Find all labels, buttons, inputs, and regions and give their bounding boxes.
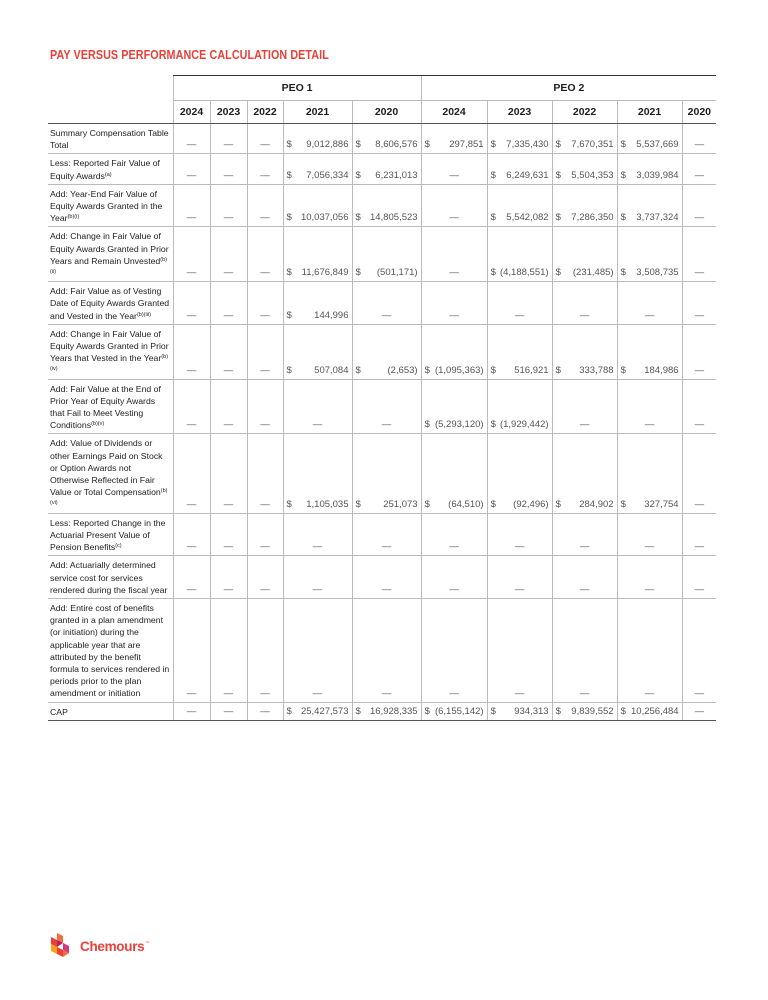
empty-cell: —: [421, 513, 487, 556]
amount: 327,754: [644, 498, 679, 510]
empty-cell: —: [173, 598, 210, 702]
currency-symbol: $: [620, 705, 626, 717]
currency-symbol: $: [355, 705, 361, 717]
empty-cell: —: [682, 124, 716, 154]
empty-cell: —: [173, 184, 210, 227]
footnote-ref: (a): [104, 171, 112, 178]
currency-symbol: $: [355, 267, 361, 279]
empty-cell: —: [210, 379, 247, 434]
table-row: [48, 324, 716, 379]
year-header: 2021: [283, 101, 352, 124]
value-cell: [552, 227, 617, 282]
amount: 25,427,573: [300, 705, 349, 717]
value-cell: [552, 184, 617, 227]
empty-cell: —: [210, 434, 247, 513]
footnote-ref: (b)(v): [91, 421, 105, 428]
value-cell: [552, 702, 617, 720]
currency-symbol: $: [286, 309, 292, 321]
empty-cell: —: [247, 184, 283, 227]
empty-cell: —: [552, 598, 617, 702]
amount: 7,670,351: [571, 139, 614, 151]
amount: (501,171): [376, 267, 418, 279]
amount: (92,496): [513, 498, 549, 510]
value-cell: [352, 434, 421, 513]
empty-cell: —: [487, 513, 552, 556]
amount: (4,188,551): [499, 267, 549, 279]
logo-wordmark: Chemours™: [80, 938, 150, 954]
currency-symbol: $: [355, 364, 361, 376]
value-cell: [617, 702, 682, 720]
empty-cell: —: [210, 556, 247, 599]
currency-symbol: $: [490, 139, 496, 151]
value-cell: [283, 702, 352, 720]
currency-symbol: $: [355, 498, 361, 510]
currency-symbol: $: [424, 364, 430, 376]
empty-cell: —: [210, 702, 247, 720]
empty-cell: —: [617, 282, 682, 325]
value-cell: [352, 184, 421, 227]
cap-total-row: [48, 702, 716, 720]
value-cell: [421, 434, 487, 513]
value-cell: [283, 154, 352, 184]
currency-symbol: $: [286, 139, 292, 151]
value-cell: [421, 324, 487, 379]
empty-cell: —: [352, 282, 421, 325]
currency-symbol: $: [286, 498, 292, 510]
empty-cell: —: [247, 598, 283, 702]
value-cell: [421, 379, 487, 434]
empty-cell: —: [210, 227, 247, 282]
value-cell: [487, 702, 552, 720]
amount: 297,851: [449, 139, 484, 151]
currency-symbol: $: [286, 364, 292, 376]
footnote-ref: (b)(ii): [50, 256, 168, 276]
table-row: [48, 282, 716, 325]
amount: (2,653): [387, 364, 418, 376]
currency-symbol: $: [555, 498, 561, 510]
currency-symbol: $: [490, 169, 496, 181]
row-label: Add: Change in Fair Value of Equity Awards Granted in Prior Years and Remain Unvested$^{(b)(ii)}$: [48, 227, 173, 282]
empty-cell: —: [682, 598, 716, 702]
value-cell: [352, 154, 421, 184]
amount: 7,335,430: [506, 139, 549, 151]
currency-symbol: $: [555, 139, 561, 151]
empty-cell: —: [421, 154, 487, 184]
value-cell: [283, 282, 352, 325]
empty-cell: —: [352, 513, 421, 556]
empty-cell: —: [210, 154, 247, 184]
amount: 934,313: [514, 705, 549, 717]
value-cell: [352, 227, 421, 282]
amount: 7,056,334: [306, 169, 349, 181]
currency-symbol: $: [424, 705, 430, 717]
empty-cell: —: [682, 324, 716, 379]
empty-cell: —: [210, 282, 247, 325]
chemours-logo-icon: [50, 932, 76, 960]
amount: 3,039,984: [636, 169, 679, 181]
currency-symbol: $: [424, 498, 430, 510]
amount: 184,986: [644, 364, 679, 376]
value-cell: [552, 154, 617, 184]
empty-cell: —: [617, 379, 682, 434]
empty-cell: —: [682, 184, 716, 227]
footnote-ref: (b)(iv): [50, 354, 168, 373]
empty-cell: —: [682, 379, 716, 434]
amount: (64,510): [448, 498, 484, 510]
value-cell: [487, 154, 552, 184]
value-cell: [617, 434, 682, 513]
currency-symbol: $: [424, 139, 430, 151]
empty-cell: —: [283, 598, 352, 702]
year-header: 2022: [247, 101, 283, 124]
value-cell: [552, 434, 617, 513]
amount: 144,996: [314, 309, 349, 321]
empty-cell: —: [173, 702, 210, 720]
empty-cell: —: [487, 598, 552, 702]
empty-cell: —: [682, 556, 716, 599]
currency-symbol: $: [286, 169, 292, 181]
currency-symbol: $: [355, 212, 361, 224]
empty-cell: —: [247, 227, 283, 282]
empty-cell: —: [247, 434, 283, 513]
empty-cell: —: [421, 598, 487, 702]
empty-cell: —: [552, 379, 617, 434]
value-cell: [421, 124, 487, 154]
amount: 10,256,484: [631, 705, 679, 717]
year-header: 2024: [173, 101, 210, 124]
empty-cell: —: [173, 556, 210, 599]
table-row: [48, 598, 716, 702]
amount: 5,542,082: [506, 212, 549, 224]
table-row: [48, 556, 716, 599]
amount: 5,504,353: [571, 169, 614, 181]
empty-cell: —: [283, 556, 352, 599]
currency-symbol: $: [490, 705, 496, 717]
empty-cell: —: [682, 513, 716, 556]
amount: 9,012,886: [306, 139, 349, 151]
amount: 284,902: [579, 498, 614, 510]
currency-symbol: $: [620, 267, 626, 279]
currency-symbol: $: [620, 498, 626, 510]
amount: 516,921: [514, 364, 549, 376]
empty-cell: —: [210, 184, 247, 227]
currency-symbol: $: [355, 139, 361, 151]
row-label: Add: Entire cost of benefits granted in a plan amendment (or initiation) during the applicable year that are attributed by the benefit formula to services rendered in periods prior to the plan amendment or initiation: [48, 598, 173, 702]
empty-cell: —: [210, 124, 247, 154]
table-row: [48, 124, 716, 154]
empty-cell: —: [421, 184, 487, 227]
empty-cell: —: [247, 154, 283, 184]
currency-symbol: $: [620, 364, 626, 376]
year-header: 2023: [210, 101, 247, 124]
empty-cell: —: [682, 434, 716, 513]
year-header-row: [48, 101, 716, 124]
empty-cell: —: [247, 513, 283, 556]
value-cell: [617, 227, 682, 282]
pvp-calculation-table: [48, 75, 716, 721]
value-cell: [421, 702, 487, 720]
amount: 8,606,576: [375, 139, 418, 151]
empty-cell: —: [487, 282, 552, 325]
row-label: Add: Actuarially determined service cost for services rendered during the fiscal year: [48, 556, 173, 599]
amount: 1,105,035: [306, 498, 349, 510]
empty-cell: —: [173, 513, 210, 556]
empty-cell: —: [421, 282, 487, 325]
amount: 6,249,631: [506, 169, 549, 181]
amount: 5,537,669: [636, 139, 679, 151]
value-cell: [487, 434, 552, 513]
row-label: Summary Compensation Table Total: [48, 124, 173, 154]
empty-cell: —: [173, 379, 210, 434]
year-header: 2023: [487, 101, 552, 124]
empty-cell: —: [352, 598, 421, 702]
row-label: Less: Reported Change in the Actuarial Present Value of Pension Benefits$^{(c)}$: [48, 513, 173, 556]
value-cell: [487, 227, 552, 282]
empty-cell: —: [682, 227, 716, 282]
value-cell: [352, 124, 421, 154]
empty-cell: —: [247, 282, 283, 325]
value-cell: [617, 324, 682, 379]
value-cell: [617, 184, 682, 227]
row-label: Add: Fair Value as of Vesting Date of Equity Awards Granted and Vested in the Year$^{(b)(iii)}$: [48, 282, 173, 325]
empty-cell: —: [173, 434, 210, 513]
value-cell: [487, 324, 552, 379]
currency-symbol: $: [490, 364, 496, 376]
empty-cell: —: [421, 227, 487, 282]
empty-cell: —: [283, 379, 352, 434]
empty-cell: —: [487, 556, 552, 599]
peo1-header: PEO 1: [173, 76, 421, 101]
amount: (231,485): [572, 267, 614, 279]
empty-cell: —: [352, 379, 421, 434]
empty-cell: —: [283, 513, 352, 556]
value-cell: [487, 124, 552, 154]
empty-cell: —: [247, 324, 283, 379]
empty-cell: —: [552, 513, 617, 556]
row-label: Add: Year-End Fair Value of Equity Awards Granted in the Year$^{(b)(i)}$: [48, 184, 173, 227]
value-cell: [352, 324, 421, 379]
currency-symbol: $: [620, 212, 626, 224]
table-row: [48, 184, 716, 227]
year-header: 2022: [552, 101, 617, 124]
empty-cell: —: [352, 556, 421, 599]
empty-cell: —: [210, 324, 247, 379]
footnote-ref: (c): [115, 543, 122, 550]
value-cell: [617, 124, 682, 154]
currency-symbol: $: [286, 267, 292, 279]
empty-cell: —: [247, 556, 283, 599]
amount: (1,095,363): [434, 364, 484, 376]
currency-symbol: $: [555, 364, 561, 376]
year-header: 2021: [617, 101, 682, 124]
group-header-row: [48, 76, 716, 101]
empty-cell: —: [552, 282, 617, 325]
value-cell: [283, 227, 352, 282]
amount: 14,805,523: [370, 212, 418, 224]
value-cell: [552, 324, 617, 379]
currency-symbol: $: [355, 169, 361, 181]
amount: (1,929,442): [499, 419, 549, 431]
empty-cell: —: [247, 702, 283, 720]
table-row: [48, 379, 716, 434]
row-label: Add: Value of Dividends or other Earnings Paid on Stock or Option Awards not Otherwise Reflected in Fair Value or Total Compensation$^{(b)(vi)}$: [48, 434, 173, 513]
value-cell: [283, 434, 352, 513]
row-label: Add: Change in Fair Value of Equity Awards Granted in Prior Years that Vested in the Year$^{(b)(iv)}$: [48, 324, 173, 379]
value-cell: [283, 124, 352, 154]
currency-symbol: $: [490, 267, 496, 279]
currency-symbol: $: [490, 419, 496, 431]
amount: 11,676,849: [301, 267, 349, 279]
year-header: 2020: [682, 101, 716, 124]
currency-symbol: $: [620, 169, 626, 181]
row-label: CAP: [48, 702, 173, 720]
currency-symbol: $: [286, 705, 292, 717]
empty-cell: —: [247, 379, 283, 434]
empty-cell: —: [173, 154, 210, 184]
table-body: [48, 124, 716, 721]
value-cell: [352, 702, 421, 720]
table-row: [48, 227, 716, 282]
peo2-header: PEO 2: [421, 76, 716, 101]
currency-symbol: $: [555, 169, 561, 181]
empty-cell: —: [617, 556, 682, 599]
value-cell: [283, 184, 352, 227]
currency-symbol: $: [490, 498, 496, 510]
amount: (6,155,142): [434, 705, 484, 717]
currency-symbol: $: [555, 705, 561, 717]
value-cell: [617, 154, 682, 184]
currency-symbol: $: [424, 419, 430, 431]
value-cell: [487, 184, 552, 227]
year-header: 2024: [421, 101, 487, 124]
footnote-ref: (b)(iii): [136, 311, 152, 318]
page-title: PAY VERSUS PERFORMANCE CALCULATION DETAIL: [50, 48, 329, 62]
empty-cell: —: [682, 702, 716, 720]
empty-cell: —: [173, 227, 210, 282]
amount: 333,788: [579, 364, 614, 376]
value-cell: [487, 379, 552, 434]
amount: 6,231,013: [375, 169, 418, 181]
currency-symbol: $: [620, 139, 626, 151]
amount: 9,839,552: [571, 705, 614, 717]
amount: 7,286,350: [571, 212, 614, 224]
currency-symbol: $: [490, 212, 496, 224]
footnote-ref: (b)(vi): [50, 488, 168, 507]
amount: 10,037,056: [300, 212, 349, 224]
amount: 251,073: [383, 498, 418, 510]
table-row: [48, 513, 716, 556]
empty-cell: —: [617, 513, 682, 556]
empty-cell: —: [173, 324, 210, 379]
empty-cell: —: [210, 513, 247, 556]
currency-symbol: $: [555, 212, 561, 224]
chemours-logo: [50, 932, 149, 960]
year-header: 2020: [352, 101, 421, 124]
amount: 3,508,735: [636, 267, 679, 279]
row-label: Less: Reported Fair Value of Equity Awards$^{(a)}$: [48, 154, 173, 184]
pvp-table-container: [48, 75, 716, 721]
empty-cell: —: [552, 556, 617, 599]
currency-symbol: $: [286, 212, 292, 224]
empty-cell: —: [682, 282, 716, 325]
empty-cell: —: [173, 124, 210, 154]
amount: (5,293,120): [434, 419, 484, 431]
empty-cell: —: [617, 598, 682, 702]
value-cell: [283, 324, 352, 379]
footnote-ref: (b)(i): [67, 214, 80, 221]
amount: 3,737,324: [636, 212, 679, 224]
amount: 16,928,335: [370, 705, 418, 717]
empty-cell: —: [247, 124, 283, 154]
table-row: [48, 434, 716, 513]
empty-cell: —: [173, 282, 210, 325]
empty-cell: —: [421, 556, 487, 599]
value-cell: [552, 124, 617, 154]
empty-cell: —: [210, 598, 247, 702]
row-label: Add: Fair Value at the End of Prior Year of Equity Awards that Fail to Meet Vesting Conditions$^{(b)(v)}$: [48, 379, 173, 434]
amount: 507,084: [314, 364, 349, 376]
currency-symbol: $: [555, 267, 561, 279]
empty-cell: —: [682, 154, 716, 184]
table-row: [48, 154, 716, 184]
